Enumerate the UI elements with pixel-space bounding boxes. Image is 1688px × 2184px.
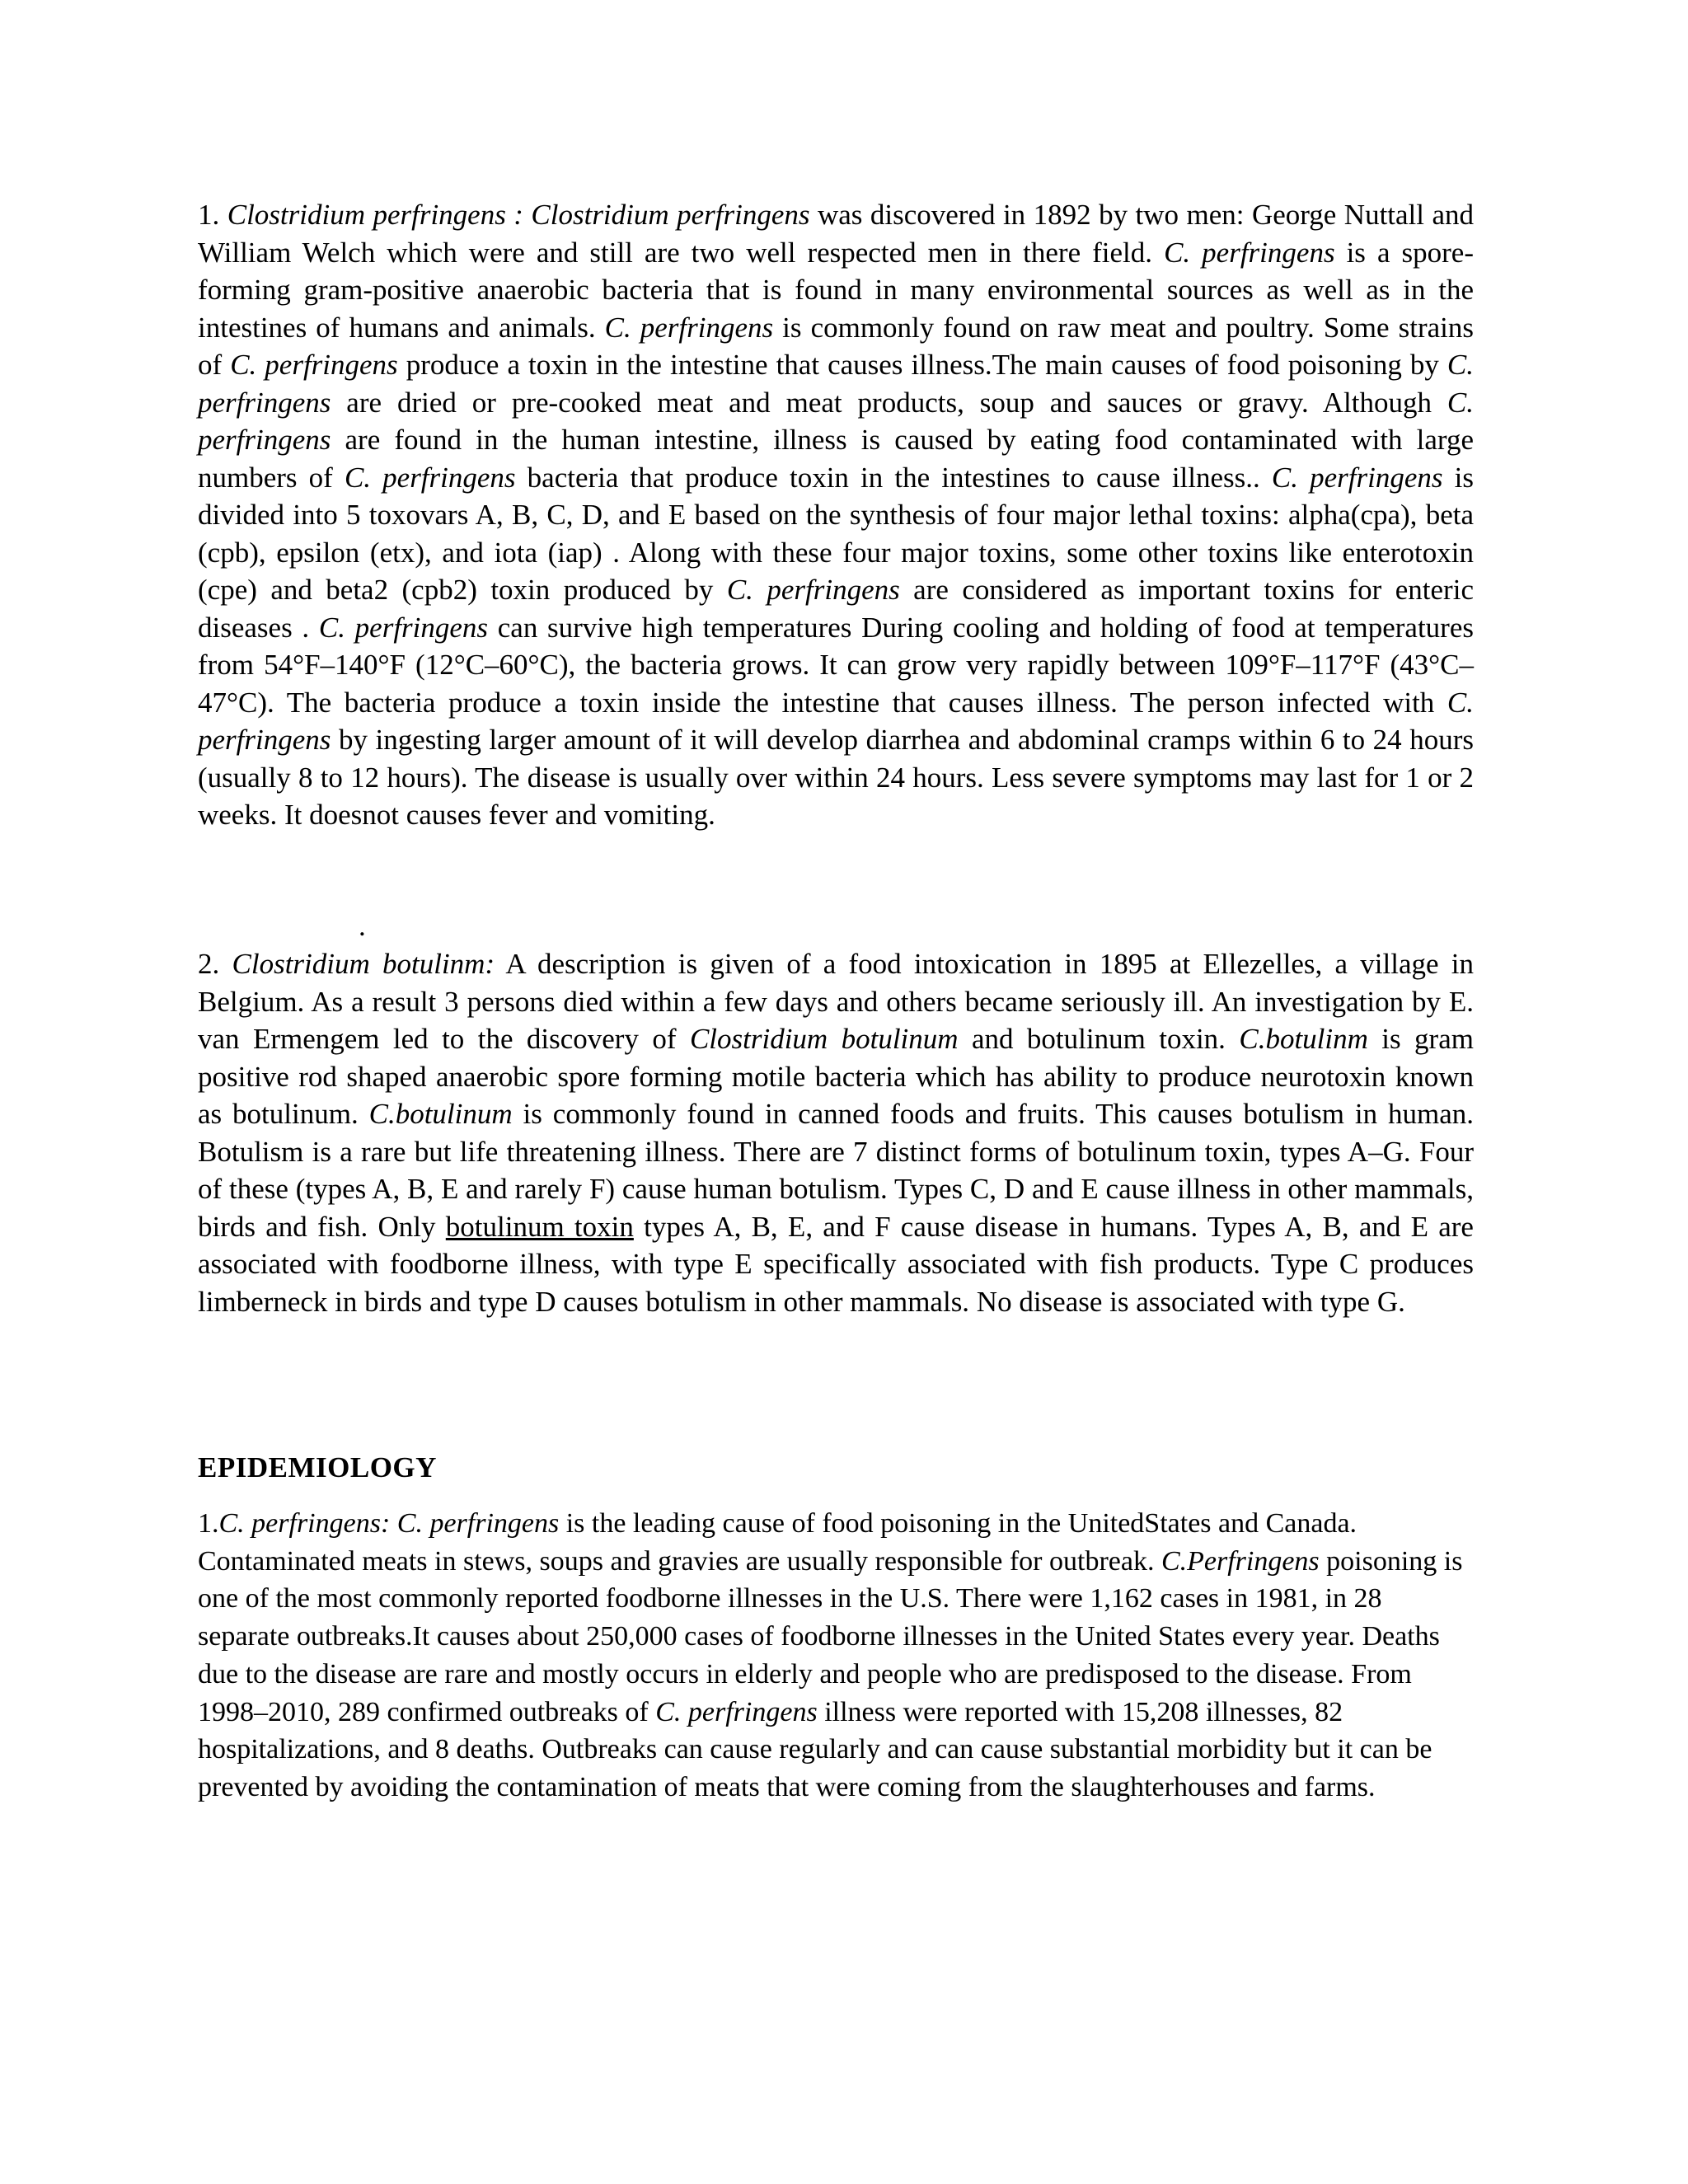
- text-run: produce a toxin in the intestine that causes illness.The main causes of food poisoning by: [397, 349, 1447, 381]
- text-run: is commonly found in canned foods and fruits. This causes botulism in human. Botulism is a rare but life threatening illness. There are 7 distinct forms of botulinum toxin, types A–G. Four of these (types A, B, E and rarely F) cause human botulism. Types C, D and E cause illness in other mammals, birds and fish. Only: [198, 1098, 1474, 1243]
- italic-term: C. perfringens: [655, 1696, 818, 1727]
- paragraph-clostridium-perfringens: [198, 196, 1474, 834]
- text-run: can survive high temperatures During cooling and holding of food at temperatures from 54°F–140°F (12°C–60°C), the bacteria grows. It can grow very rapidly between 109°F–117°F (43°C–47°C). The bacteria produce a toxin inside the intestine that causes illness. The person infected with: [198, 611, 1474, 719]
- text-run: are considered as important toxins for enteric diseases .: [198, 574, 1474, 644]
- italic-term: C.botulinm: [1239, 1023, 1368, 1055]
- italic-term: C. perfringens: [198, 349, 1474, 419]
- text-run: bacteria that produce toxin in the intestines to cause illness..: [515, 461, 1272, 494]
- paragraph-clostridium-botulinum: [198, 945, 1474, 1320]
- italic-term: C. perfringens: [344, 461, 516, 494]
- text-run: illness were reported with 15,208 illnesses, 82 hospitalizations, and 8 deaths. Outbreaks can cause regularly and can cause substantial morbidity but it can be prevented by avoiding the contamination of meats that were coming from the slaughterhouses and farms.: [198, 1696, 1432, 1802]
- italic-term: Clostridium perfringens : Clostridium perfringens: [227, 199, 810, 231]
- italic-term: C. perfringens: [318, 611, 489, 644]
- section-heading-epidemiology: EPIDEMIOLOGY: [198, 1451, 437, 1483]
- italic-term: C. perfringens: [198, 386, 1474, 456]
- text-run: are dried or pre-cooked meat and meat products, soup and sauces or gravy. Although: [331, 386, 1447, 419]
- italic-term: C.Perfringens: [1160, 1545, 1320, 1577]
- text-run: is commonly found on raw meat and poultry. Some strains of: [198, 311, 1474, 381]
- italic-term: C. perfringens: [1271, 461, 1443, 494]
- text-run: is a spore-forming gram-positive anaerobic bacteria that is found in many environmental sources as well as in the intestines of humans and animals.: [198, 236, 1474, 344]
- text-run: A description is given of a food intoxication in 1895 at Ellezelles, a village in Belgium. As a result 3 persons died within a few days and others became seriously ill. An investigation by E. van Ermengem led to the discovery of: [198, 948, 1475, 1055]
- text-run: 1.: [198, 199, 227, 231]
- text-run: by ingesting larger amount of it will develop diarrhea and abdominal cramps within 6 to 24 hours (usually 8 to 12 hours). The disease is usually over within 24 hours. Less severe symptoms may last for 1 or 2 weeks. It doesnot causes fever and vomiting.: [198, 724, 1474, 831]
- text-run: and botulinum toxin.: [958, 1023, 1240, 1055]
- italic-term: C. perfringens: [604, 311, 774, 344]
- text-run: poisoning is one of the most commonly reported foodborne illnesses in the U.S. There were 1,162 cases in 1981, in 28 separate outbreaks.It causes about 250,000 cases of foodborne illnesses in the United States every year. Deaths due to the disease are rare and mostly occurs in elderly and people who are predisposed to the disease. From 1998–2010, 289 confirmed outbreaks of: [198, 1545, 1463, 1727]
- text-run: was discovered in 1892 by two men: George Nuttall and William Welch which were and still are two well respected men in there field.: [198, 199, 1475, 269]
- text-run: is gram positive rod shaped anaerobic spore forming motile bacteria which has ability to produce neurotoxin known as botulinum.: [198, 1023, 1474, 1130]
- text-run: is divided into 5 toxovars A, B, C, D, and E based on the synthesis of four major lethal toxins: alpha(cpa), beta (cpb), epsilon (etx), and iota (iap) . Along with these four major toxins, some other toxins like enterotoxin (cpe) and beta2 (cpb2) toxin produced by: [198, 461, 1474, 606]
- text-run: 1.: [198, 1508, 219, 1539]
- italic-term: C. perfringens: C. perfringens: [218, 1508, 560, 1539]
- text-run: 2.: [198, 948, 232, 980]
- italic-term: C. perfringens: [1164, 236, 1335, 269]
- text-run: are found in the human intestine, illness is caused by eating food contaminated with large numbers of: [198, 424, 1474, 494]
- italic-term: C. perfringens: [230, 349, 398, 381]
- italic-term: Clostridium botulinm:: [232, 948, 495, 980]
- italic-term: C.botulinum: [368, 1098, 513, 1130]
- text-run: types A, B, E, and F cause disease in humans. Types A, B, and E are associated with foodborne illness, with type E specifically associated with fish products. Type C produces limberneck in birds and type D causes botulism in other mammals. No disease is associated with type G.: [198, 1210, 1474, 1318]
- italic-term: C. perfringens: [726, 574, 900, 606]
- underlined-term: botulinum toxin: [445, 1210, 634, 1243]
- italic-term: Clostridium botulinum: [689, 1023, 959, 1055]
- stray-dot: .: [359, 910, 366, 942]
- paragraph-epidemiology-perfringens: [198, 1505, 1465, 1807]
- italic-term: C. perfringens: [198, 686, 1474, 756]
- text-run: is the leading cause of food poisoning in the UnitedStates and Canada. Contaminated meats in stews, soups and gravies are usually responsible for outbreak.: [198, 1508, 1357, 1577]
